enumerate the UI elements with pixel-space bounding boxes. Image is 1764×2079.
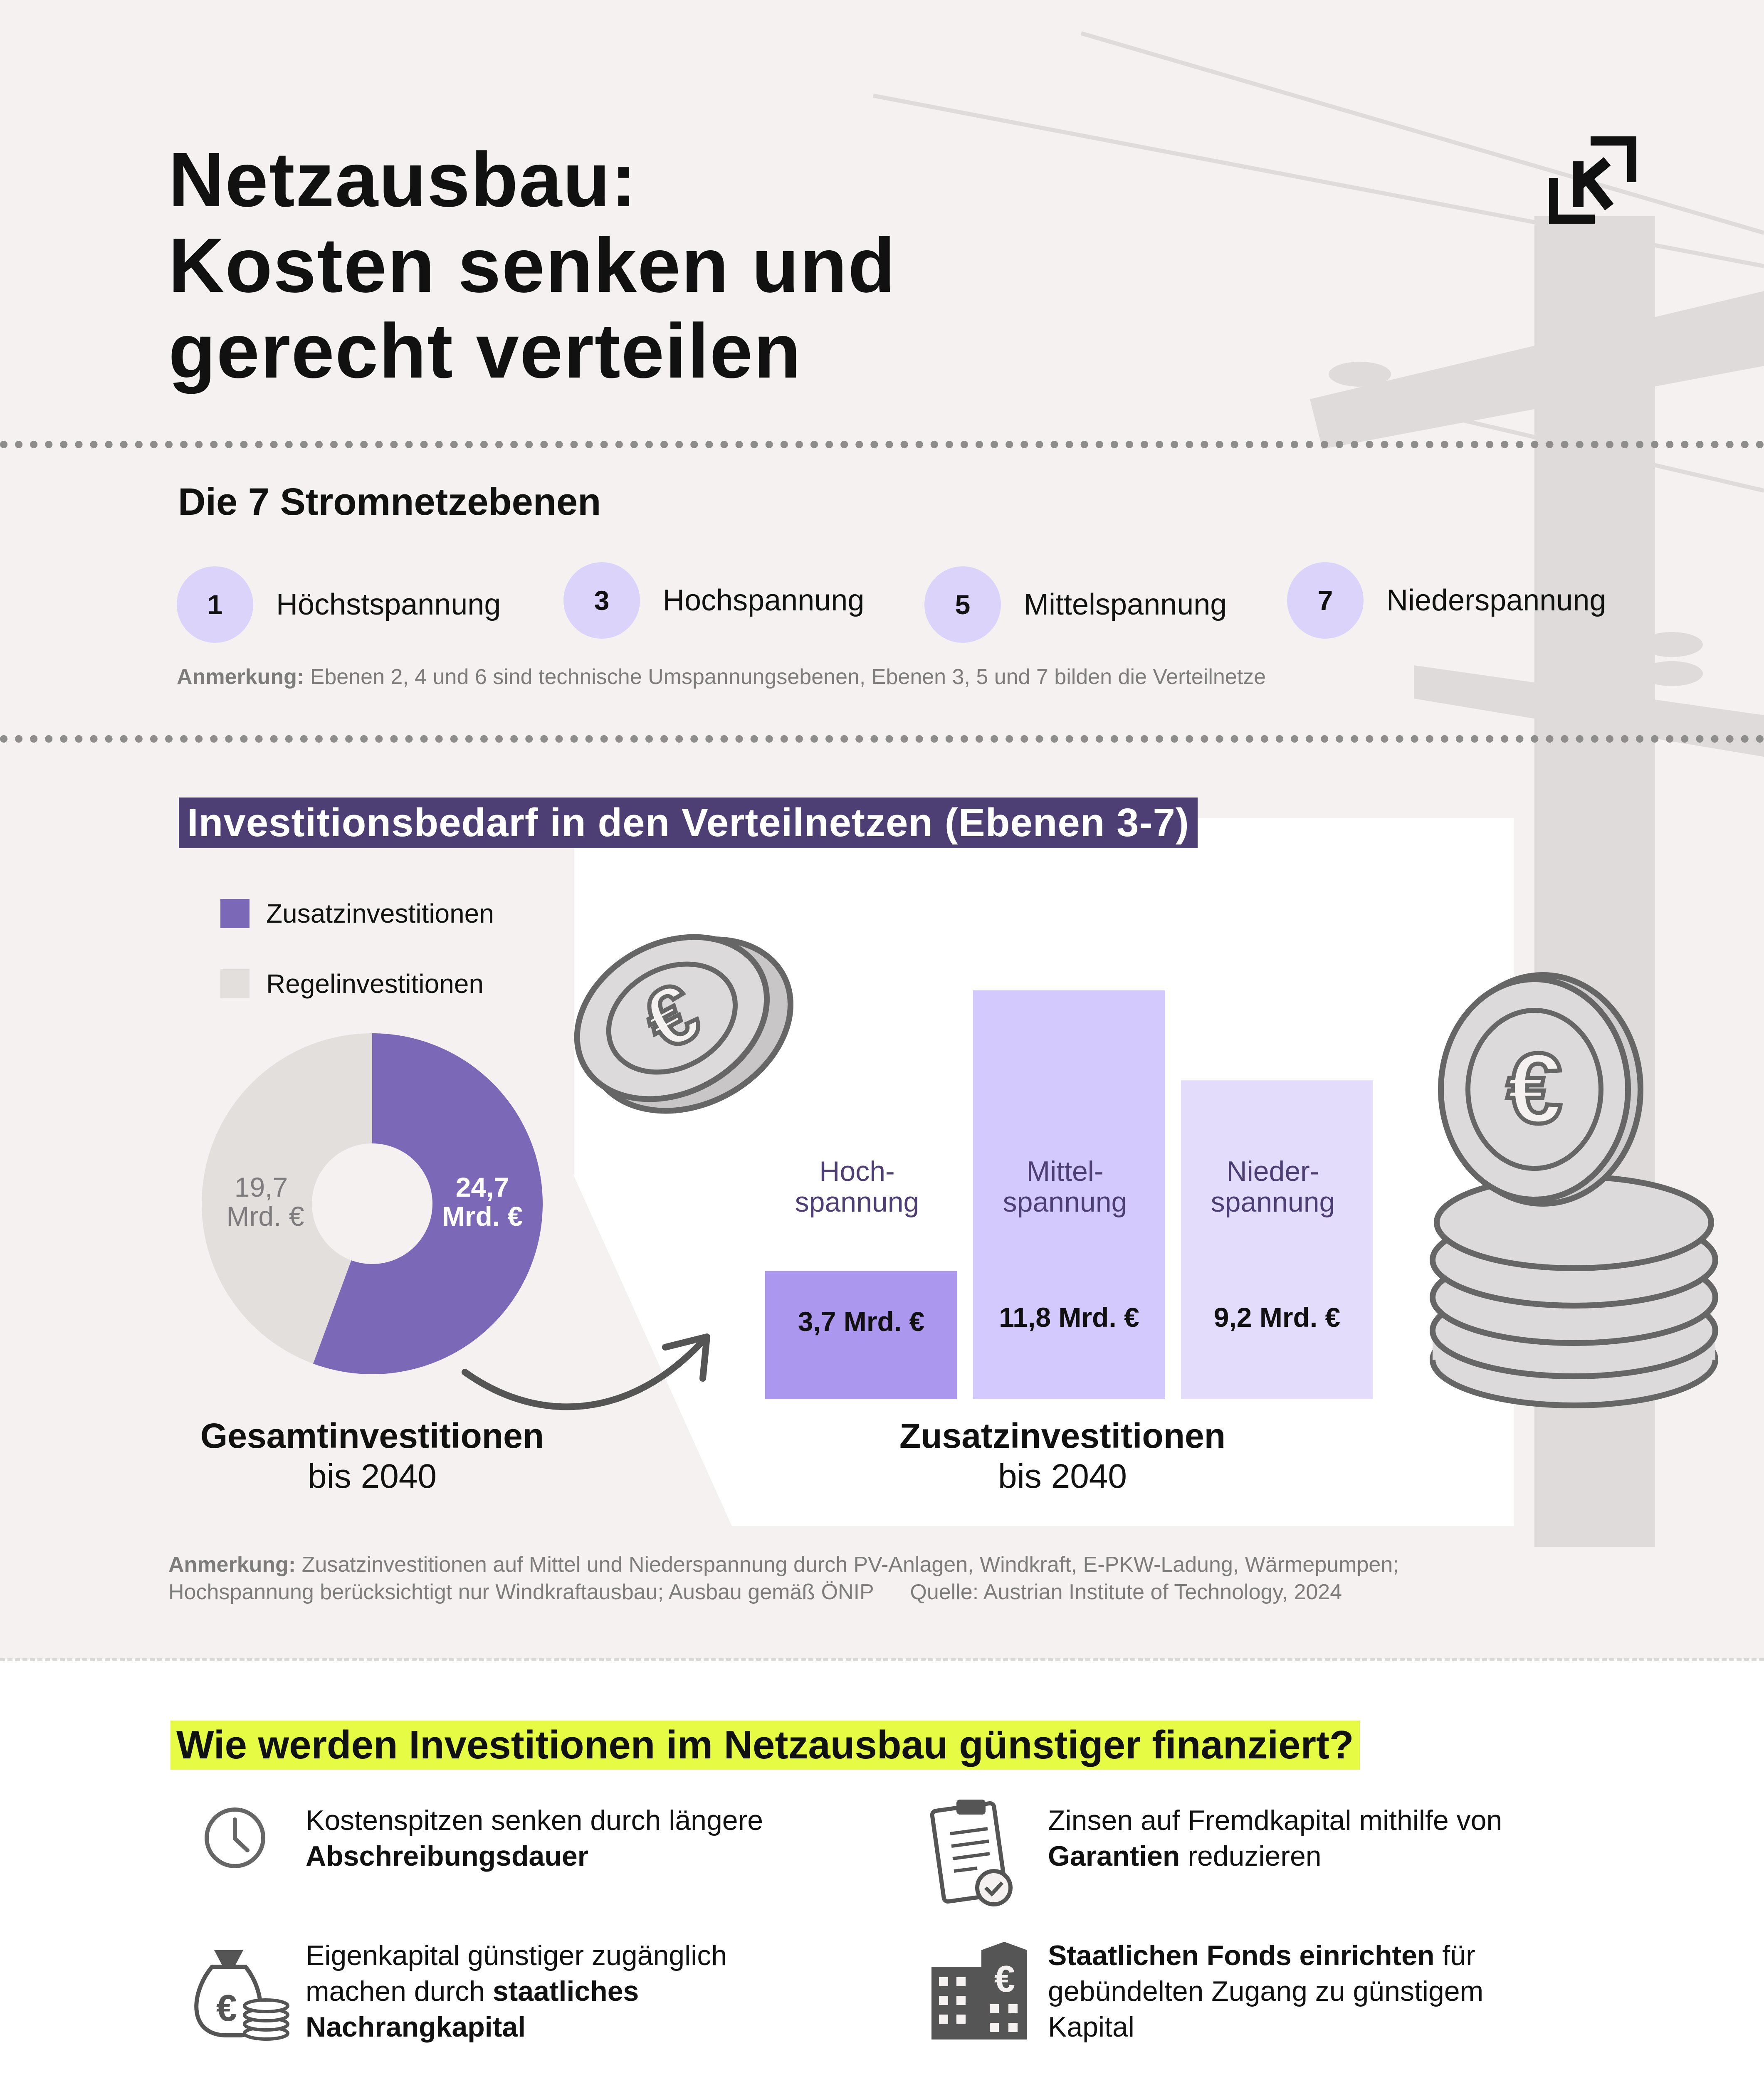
bar-category-label	[969, 1156, 1161, 1217]
level-label: Niederspannung	[1386, 584, 1606, 617]
title-line-2: Kosten senken und	[168, 222, 896, 309]
clipboard-check-icon	[927, 1792, 1019, 1913]
bar-category-label	[761, 1156, 953, 1217]
note-line: Hochspannung berücksichtigt nur Windkraftausbau; Ausbau gemäß ÖNIP	[168, 1580, 874, 1604]
donut-hole	[312, 1143, 432, 1264]
chart-legend	[220, 898, 494, 999]
level-number-badge: 3	[563, 562, 640, 639]
note-text: Ebenen 2, 4 und 6 sind technische Umspannungsebenen, Ebenen 3, 5 und 7 bilden die Verteilnetze	[310, 665, 1266, 689]
legend-swatch	[220, 969, 250, 998]
arrow-icon	[457, 1322, 732, 1430]
bar-value-label: 9,2 Mrd. €	[1213, 1302, 1341, 1333]
title-line-3: gerecht verteilen	[168, 308, 802, 394]
logo-icon	[1549, 136, 1636, 224]
financing-item-2	[1048, 1802, 1609, 1874]
legend-label: Regelinvestitionen	[266, 969, 484, 999]
note-line: Zusatzinvestitionen auf Mittel und Niederspannung durch PV-Anlagen, Windkraft, E-PKW-Ladung, Wärmepumpen;	[301, 1553, 1399, 1577]
item-text: reduzieren	[1180, 1840, 1322, 1872]
bar-value-label: 3,7 Mrd. €	[798, 1306, 925, 1337]
invest-banner: Investitionsbedarf in den Verteilnetzen (Ebenen 3-7)	[179, 798, 1198, 848]
note-label: Anmerkung:	[168, 1553, 296, 1577]
financing-item-1	[306, 1802, 846, 1874]
slice-label-zusatz: 24,7	[455, 1172, 509, 1202]
slice-label-regel: 19,7	[234, 1172, 288, 1202]
title-line-1: Netzausbau:	[168, 137, 637, 223]
level-item-7	[1287, 562, 1606, 639]
legend-swatch	[220, 899, 250, 928]
item-bold: Abschreibungsdauer	[306, 1840, 589, 1872]
category-line: Nieder-	[1226, 1156, 1319, 1187]
svg-text:€: €	[629, 965, 714, 1069]
level-number-badge: 5	[924, 566, 1001, 643]
money-bag-euro-icon	[183, 1942, 291, 2042]
item-bold: Garantien	[1048, 1840, 1180, 1872]
divider	[0, 441, 1764, 448]
item-text: Eigenkapital günstiger zugänglich machen durch	[306, 1940, 727, 2007]
level-label: Hochspannung	[663, 584, 865, 617]
note-label: Anmerkung:	[177, 665, 304, 689]
category-line: Mittel-	[1026, 1156, 1104, 1187]
financing-item-4	[1048, 1938, 1568, 2045]
coin-stack-icon	[1422, 969, 1726, 1426]
bar-title: Zusatzinvestitionen	[899, 1416, 1226, 1455]
levels-heading: Die 7 Stromnetzebenen	[178, 481, 601, 523]
level-label: Höchstspannung	[276, 588, 501, 621]
divider	[0, 735, 1764, 743]
legend-item-zusatz	[220, 898, 494, 929]
slice-unit-regel: Mrd. €	[226, 1201, 304, 1232]
financing-item-3	[306, 1938, 784, 2045]
item-text: für gebündelten Zugang zu günstigem Kapital	[1048, 1940, 1484, 2043]
svg-text:€: €	[216, 1988, 237, 2029]
svg-text:€: €	[994, 1958, 1015, 2000]
bar-category-label	[1177, 1156, 1369, 1217]
category-line: spannung	[795, 1186, 919, 1218]
bar-value-label: 11,8 Mrd. €	[999, 1302, 1139, 1333]
item-text: Zinsen auf Fremdkapital mithilfe von	[1048, 1805, 1502, 1836]
slice-unit-zusatz: Mrd. €	[442, 1201, 523, 1232]
source-text: Quelle: Austrian Institute of Technology, 2024	[910, 1580, 1342, 1604]
building-euro-icon	[927, 1942, 1031, 2042]
page-title	[168, 137, 1250, 394]
financing-banner: Wie werden Investitionen im Netzausbau günstiger finanziert?	[170, 1721, 1360, 1770]
section-divider	[0, 1658, 1764, 1661]
level-number-badge: 7	[1287, 562, 1364, 639]
legend-label: Zusatzinvestitionen	[266, 899, 494, 928]
clock-icon	[202, 1805, 268, 1871]
level-number-badge: 1	[177, 566, 253, 643]
svg-text:€: €	[1507, 1032, 1562, 1144]
bar-subtitle: bis 2040	[998, 1457, 1127, 1495]
level-label: Mittelspannung	[1024, 588, 1227, 621]
bar-chart-title	[811, 1416, 1314, 1496]
pie-subtitle: bis 2040	[307, 1457, 437, 1495]
bar-2	[1181, 1080, 1373, 1399]
invest-note	[168, 1551, 1399, 1606]
item-bold: staatliches Nachrangkapital	[306, 1975, 639, 2043]
pie-chart-title	[121, 1416, 624, 1496]
category-line: spannung	[1003, 1186, 1127, 1218]
item-bold: Staatlichen Fonds einrichten	[1048, 1940, 1435, 1971]
level-item-3	[563, 562, 864, 639]
category-line: Hoch-	[819, 1156, 895, 1187]
level-item-1	[177, 566, 501, 643]
euro-coin-icon	[549, 911, 803, 1131]
level-item-5	[924, 566, 1227, 643]
category-line: spannung	[1211, 1186, 1335, 1218]
pie-title: Gesamtinvestitionen	[200, 1416, 544, 1455]
levels-note	[177, 663, 1266, 691]
item-text: Kostenspitzen senken durch längere	[306, 1805, 763, 1836]
legend-item-regel	[220, 968, 494, 999]
